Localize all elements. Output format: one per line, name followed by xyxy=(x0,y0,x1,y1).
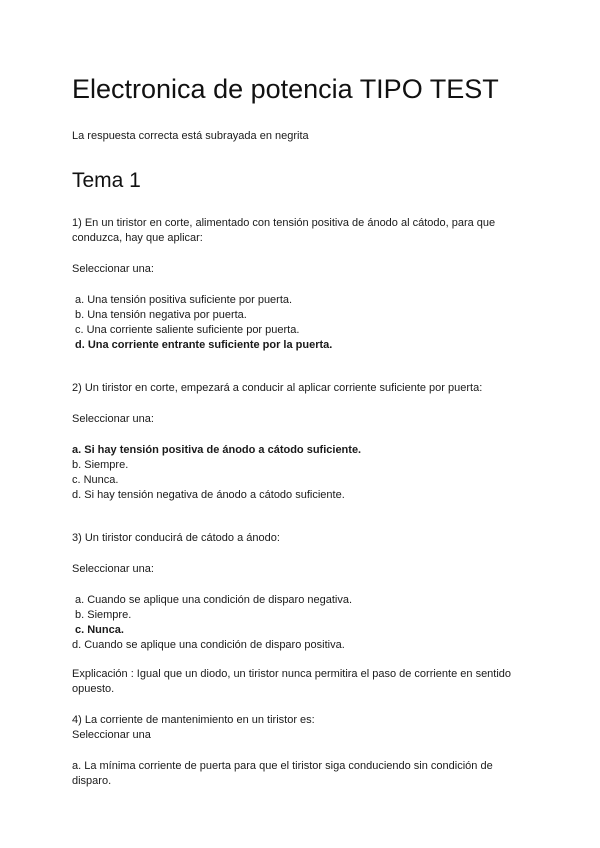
select-label: Seleccionar una: xyxy=(72,413,154,425)
option-c: c. Nunca. xyxy=(72,474,119,486)
document-subtitle: La respuesta correcta está subrayada en negrita xyxy=(72,130,309,142)
explanation-text: Explicación : Igual que un diodo, un tiristor nunca permitira el paso de corriente en sentido opuesto. xyxy=(72,668,512,695)
select-label: Seleccionar una xyxy=(72,729,151,741)
question-2 xyxy=(72,381,520,503)
option-a: a. Una tensión positiva suficiente por puerta. xyxy=(75,294,293,306)
question-text: 4) La corriente de mantenimiento en un tiristor es: xyxy=(72,714,315,726)
question-4 xyxy=(72,713,520,789)
option-d-correct: d. Una corriente entrante suficiente por la puerta. xyxy=(75,339,333,351)
option-a: a. Cuando se aplique una condición de disparo negativa. xyxy=(75,594,353,606)
option-b: b. Siempre. xyxy=(75,609,132,621)
question-1 xyxy=(72,216,520,353)
question-text: 2) Un tiristor en corte, empezará a conducir al aplicar corriente suficiente por puerta: xyxy=(72,382,483,394)
options-list xyxy=(72,293,520,353)
options-list xyxy=(72,593,520,653)
option-c-correct: c. Nunca. xyxy=(75,624,124,636)
option-a-correct: a. Si hay tensión positiva de ánodo a cátodo suficiente. xyxy=(72,444,362,456)
option-a: a. La mínima corriente de puerta para que el tiristor siga conduciendo sin condición de disparo. xyxy=(72,760,493,787)
option-d: d. Si hay tensión negativa de ánodo a cátodo suficiente. xyxy=(72,489,345,501)
question-3 xyxy=(72,531,520,653)
document-title: Electronica de potencia TIPO TEST xyxy=(72,74,499,104)
select-label: Seleccionar una: xyxy=(72,263,154,275)
options-list xyxy=(72,759,520,789)
select-label: Seleccionar una: xyxy=(72,563,154,575)
option-d: d. Cuando se aplique una condición de disparo positiva. xyxy=(72,639,345,651)
option-c: c. Una corriente saliente suficiente por puerta. xyxy=(75,324,300,336)
question-text: 1) En un tiristor en corte, alimentado con tensión positiva de ánodo al cátodo, para que conduzca, hay que aplicar: xyxy=(72,217,496,244)
question-text: 3) Un tiristor conducirá de cátodo a ánodo: xyxy=(72,532,280,544)
options-list xyxy=(72,443,520,503)
section-title: Tema 1 xyxy=(72,169,141,192)
option-b: b. Una tensión negativa por puerta. xyxy=(75,309,247,321)
option-b: b. Siempre. xyxy=(72,459,129,471)
